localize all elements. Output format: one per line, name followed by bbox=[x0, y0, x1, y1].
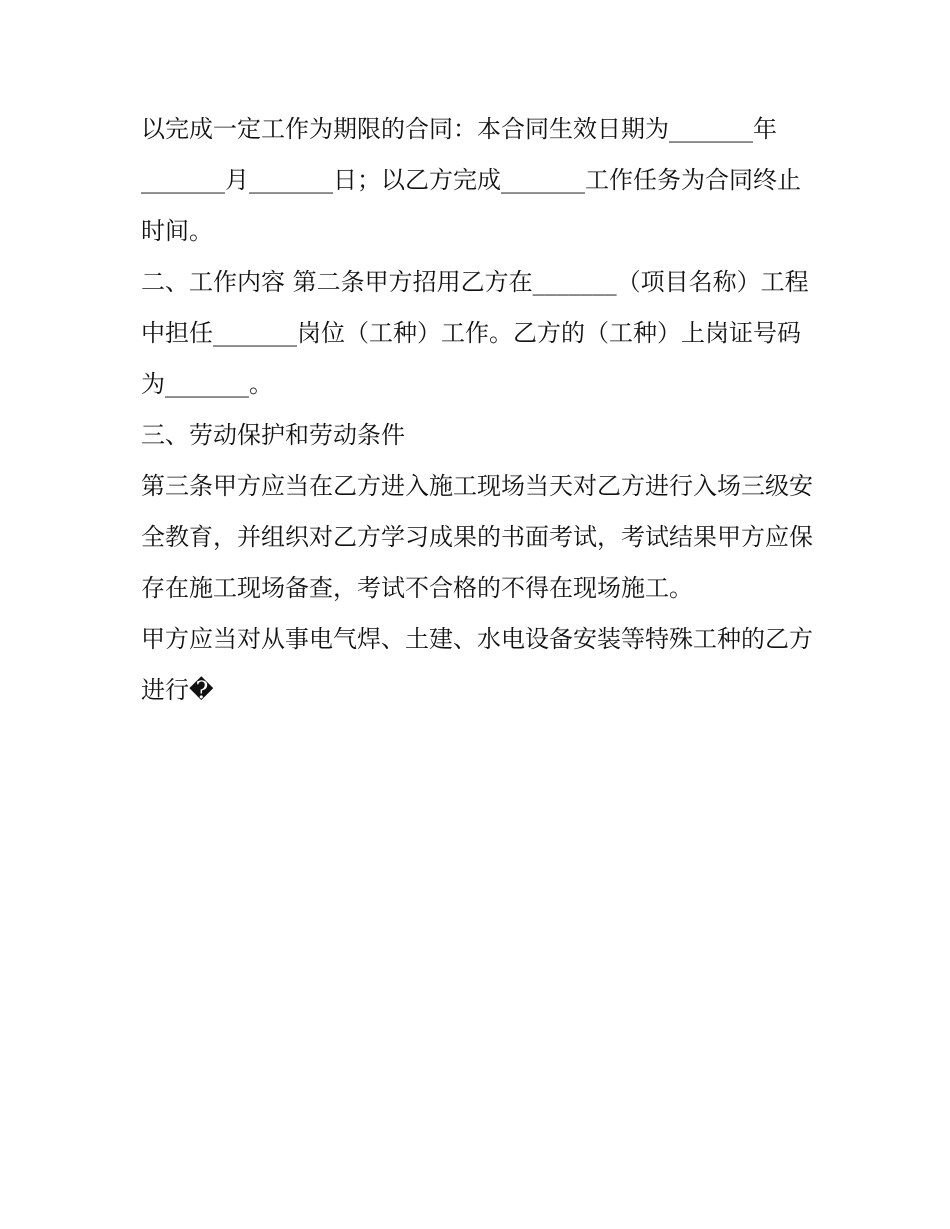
work-content-paragraph: 二、工作内容 第二条甲方招用乙方在_______（项目名称）工程中担任_______岗位（工种）工作。乙方的（工种）上岗证号码为_______。 bbox=[141, 268, 809, 398]
contract-term-paragraph: 以完成一定工作为期限的合同：本合同生效日期为_______年_______月_______日；以乙方完成_______工作任务为合同终止时间。 bbox=[141, 115, 801, 245]
document-body bbox=[141, 104, 821, 716]
safety-education-paragraph: 第三条甲方应当在乙方进入施工现场当天对乙方进行入场三级安全教育，并组织对乙方学习成果的书面考试，考试结果甲方应保存在施工现场备查，考试不合格的不得在现场施工。 bbox=[141, 472, 813, 602]
section-heading-labor-protection: 三、劳动保护和劳动条件 bbox=[141, 421, 405, 449]
special-trade-paragraph: 甲方应当对从事电气焊、土建、水电设备安装等特殊工种的乙方进行� bbox=[141, 625, 813, 704]
